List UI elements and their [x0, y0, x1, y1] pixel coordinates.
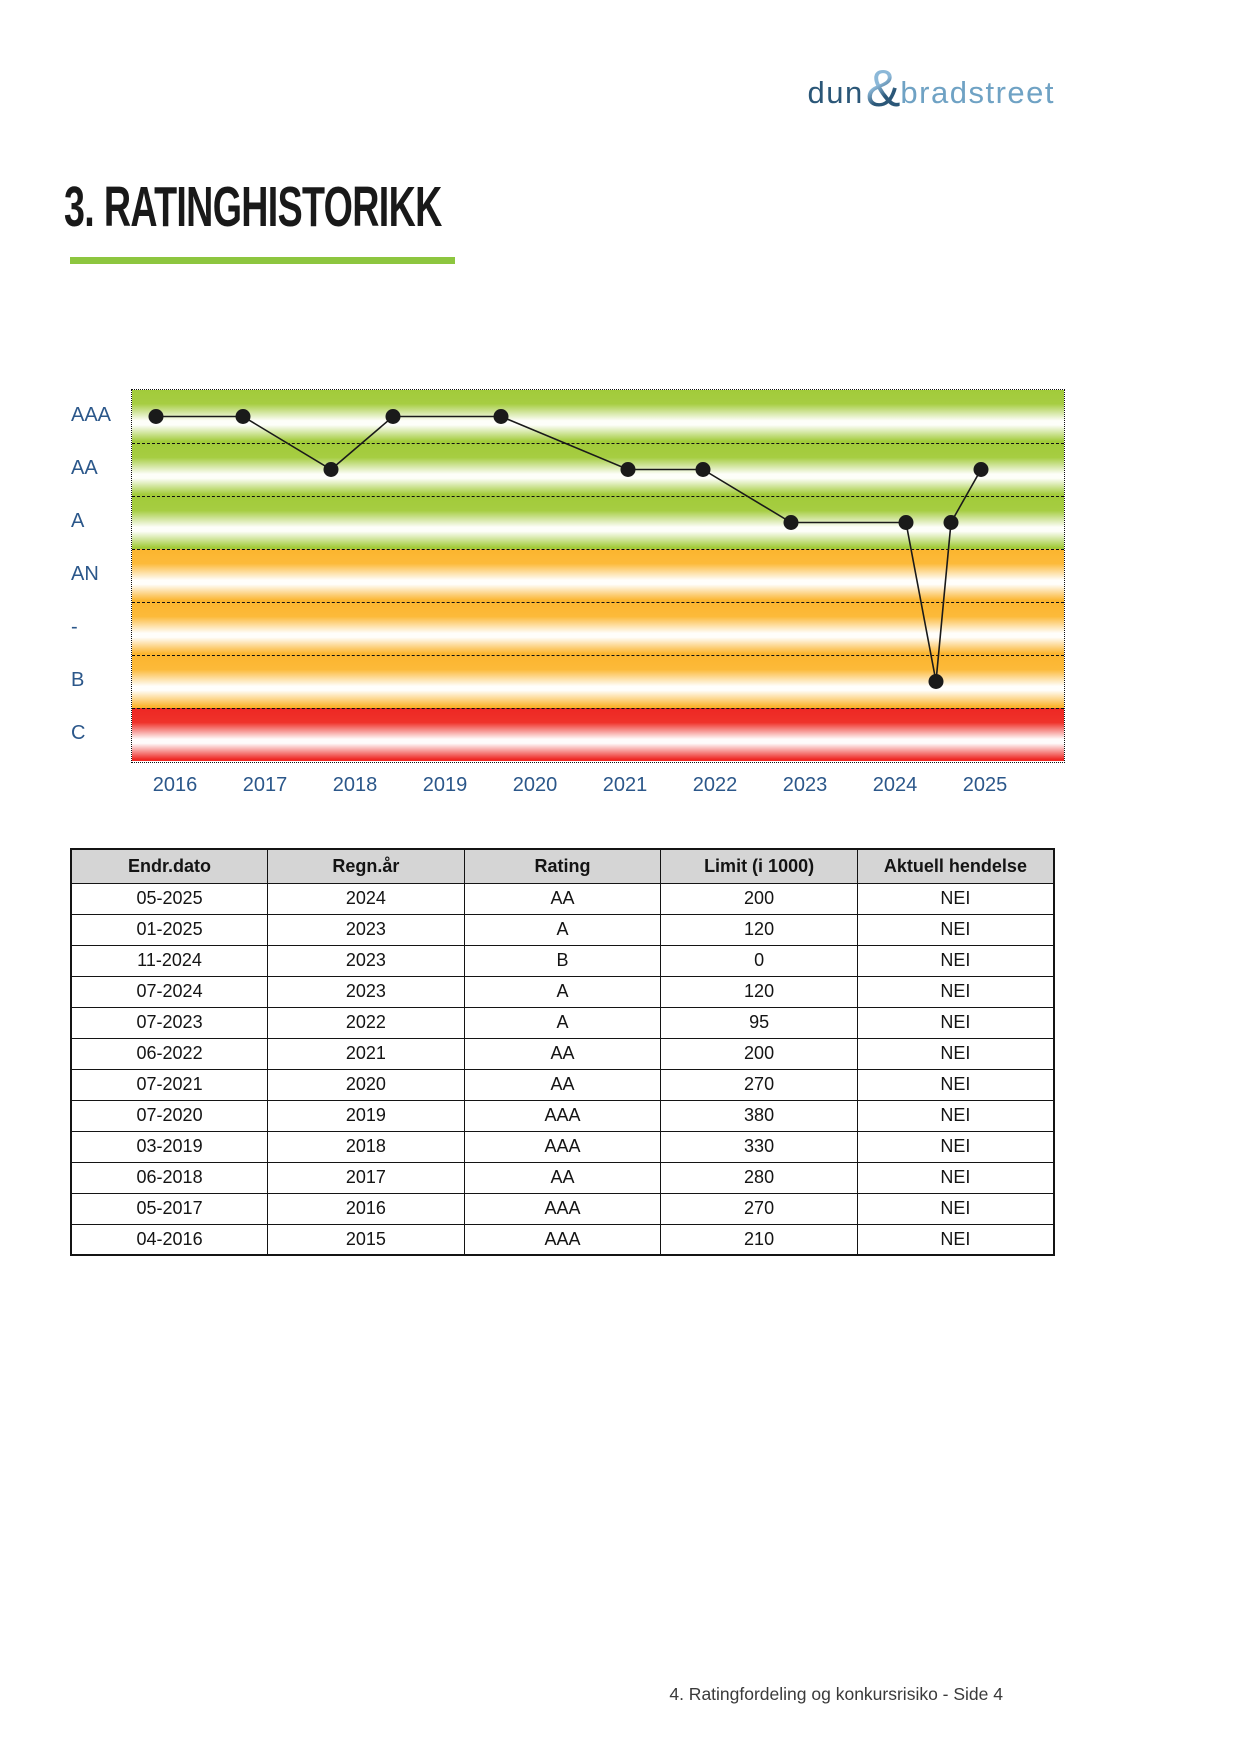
table-cell: 07-2020: [71, 1100, 268, 1131]
plot-area: [131, 389, 1065, 763]
table-header-cell: Limit (i 1000): [661, 849, 858, 883]
table-cell: AA: [464, 1162, 661, 1193]
rating-point: [621, 462, 636, 477]
table-cell: 2017: [268, 1162, 465, 1193]
table-cell: NEI: [857, 1038, 1054, 1069]
page-footer: 4. Ratingfordeling og konkursrisiko - Side 4: [669, 1684, 1003, 1704]
rating-point: [929, 674, 944, 689]
table-header-cell: Rating: [464, 849, 661, 883]
table-cell: 200: [661, 883, 858, 914]
table-cell: 07-2023: [71, 1007, 268, 1038]
x-axis-label: 2023: [782, 774, 828, 796]
y-axis-label: C: [71, 721, 86, 744]
table-row: [71, 1193, 1054, 1224]
table-cell: AAA: [464, 1224, 661, 1255]
table-cell: 2015: [268, 1224, 465, 1255]
page-title: 3. RATINGHISTORIKK: [64, 175, 442, 239]
table-cell: 2023: [268, 945, 465, 976]
table-row: [71, 1007, 1054, 1038]
table-cell: 2023: [268, 976, 465, 1007]
table-cell: 04-2016: [71, 1224, 268, 1255]
rating-point: [784, 515, 799, 530]
table-cell: 2019: [268, 1100, 465, 1131]
table-row: [71, 945, 1054, 976]
table-cell: 2018: [268, 1131, 465, 1162]
table-cell: AA: [464, 883, 661, 914]
table-cell: 2016: [268, 1193, 465, 1224]
table-cell: 280: [661, 1162, 858, 1193]
table-cell: AAA: [464, 1193, 661, 1224]
table-cell: 2024: [268, 883, 465, 914]
table-cell: 2023: [268, 914, 465, 945]
table-cell: 06-2022: [71, 1038, 268, 1069]
table-cell: 200: [661, 1038, 858, 1069]
table-cell: B: [464, 945, 661, 976]
table-cell: NEI: [857, 976, 1054, 1007]
table-row: [71, 1100, 1054, 1131]
x-axis-label: 2025: [962, 774, 1008, 796]
x-axis-label: 2019: [422, 774, 468, 796]
rating-point: [974, 462, 989, 477]
table-cell: NEI: [857, 1193, 1054, 1224]
table-cell: 95: [661, 1007, 858, 1038]
table-header-cell: Aktuell hendelse: [857, 849, 1054, 883]
table-cell: NEI: [857, 1007, 1054, 1038]
y-axis-label: B: [71, 668, 85, 691]
rating-point: [149, 409, 164, 424]
table-cell: 06-2018: [71, 1162, 268, 1193]
dun-bradstreet-logo: [807, 60, 1056, 121]
table-cell: 120: [661, 914, 858, 945]
table-cell: 2022: [268, 1007, 465, 1038]
table-cell: A: [464, 1007, 661, 1038]
table-cell: A: [464, 914, 661, 945]
table-cell: AA: [464, 1038, 661, 1069]
rating-point: [899, 515, 914, 530]
table-cell: 210: [661, 1224, 858, 1255]
logo-word-dun: dun: [807, 75, 864, 111]
rating-point: [944, 515, 959, 530]
x-axis-label: 2022: [692, 774, 738, 796]
table-row: [71, 883, 1054, 914]
table-row: [71, 1069, 1054, 1100]
table-cell: NEI: [857, 883, 1054, 914]
table-cell: 05-2017: [71, 1193, 268, 1224]
x-axis-label: 2016: [152, 774, 198, 796]
table-row: [71, 914, 1054, 945]
table-cell: AAA: [464, 1100, 661, 1131]
table-cell: 270: [661, 1069, 858, 1100]
table-header-row: [71, 849, 1054, 883]
rating-point: [324, 462, 339, 477]
table-cell: A: [464, 976, 661, 1007]
table-cell: NEI: [857, 1069, 1054, 1100]
table-cell: 2020: [268, 1069, 465, 1100]
table-cell: NEI: [857, 1224, 1054, 1255]
table-cell: NEI: [857, 1162, 1054, 1193]
table-cell: NEI: [857, 1100, 1054, 1131]
table-cell: 07-2021: [71, 1069, 268, 1100]
table-cell: NEI: [857, 945, 1054, 976]
rating-point: [494, 409, 509, 424]
table-header-cell: Endr.dato: [71, 849, 268, 883]
table-header-cell: Regn.år: [268, 849, 465, 883]
y-axis-label: AAA: [71, 403, 112, 426]
table-cell: 05-2025: [71, 883, 268, 914]
table-cell: 330: [661, 1131, 858, 1162]
table-cell: AA: [464, 1069, 661, 1100]
table-cell: 270: [661, 1193, 858, 1224]
logo-word-bradstreet: bradstreet: [900, 75, 1055, 111]
rating-line-svg: [132, 390, 1063, 761]
rating-point: [386, 409, 401, 424]
title-underline: [70, 257, 455, 264]
y-axis-label: AN: [71, 562, 99, 585]
rating-history-table: [70, 848, 1055, 1256]
y-axis-label: AA: [71, 456, 98, 479]
table-cell: AAA: [464, 1131, 661, 1162]
rating-line: [156, 417, 981, 682]
x-axis-label: 2018: [332, 774, 378, 796]
table-row: [71, 1131, 1054, 1162]
x-axis-label: 2020: [512, 774, 558, 796]
rating-point: [236, 409, 251, 424]
table-row: [71, 1038, 1054, 1069]
table-cell: NEI: [857, 1131, 1054, 1162]
table-cell: 03-2019: [71, 1131, 268, 1162]
table-row: [71, 1224, 1054, 1255]
table-cell: 01-2025: [71, 914, 268, 945]
table-row: [71, 976, 1054, 1007]
table-cell: 380: [661, 1100, 858, 1131]
table-cell: 07-2024: [71, 976, 268, 1007]
rating-point: [696, 462, 711, 477]
table-cell: 120: [661, 976, 858, 1007]
table-cell: 11-2024: [71, 945, 268, 976]
table-cell: 0: [661, 945, 858, 976]
y-axis-label: A: [71, 509, 85, 532]
table-row: [71, 1162, 1054, 1193]
x-axis-label: 2017: [242, 774, 288, 796]
y-axis-label: -: [71, 615, 78, 638]
x-axis-label: 2024: [872, 774, 918, 796]
table-cell: 2021: [268, 1038, 465, 1069]
table-cell: NEI: [857, 914, 1054, 945]
ampersand-icon: &: [865, 60, 901, 118]
rating-table-body: [71, 883, 1054, 1255]
x-axis-label: 2021: [602, 774, 648, 796]
